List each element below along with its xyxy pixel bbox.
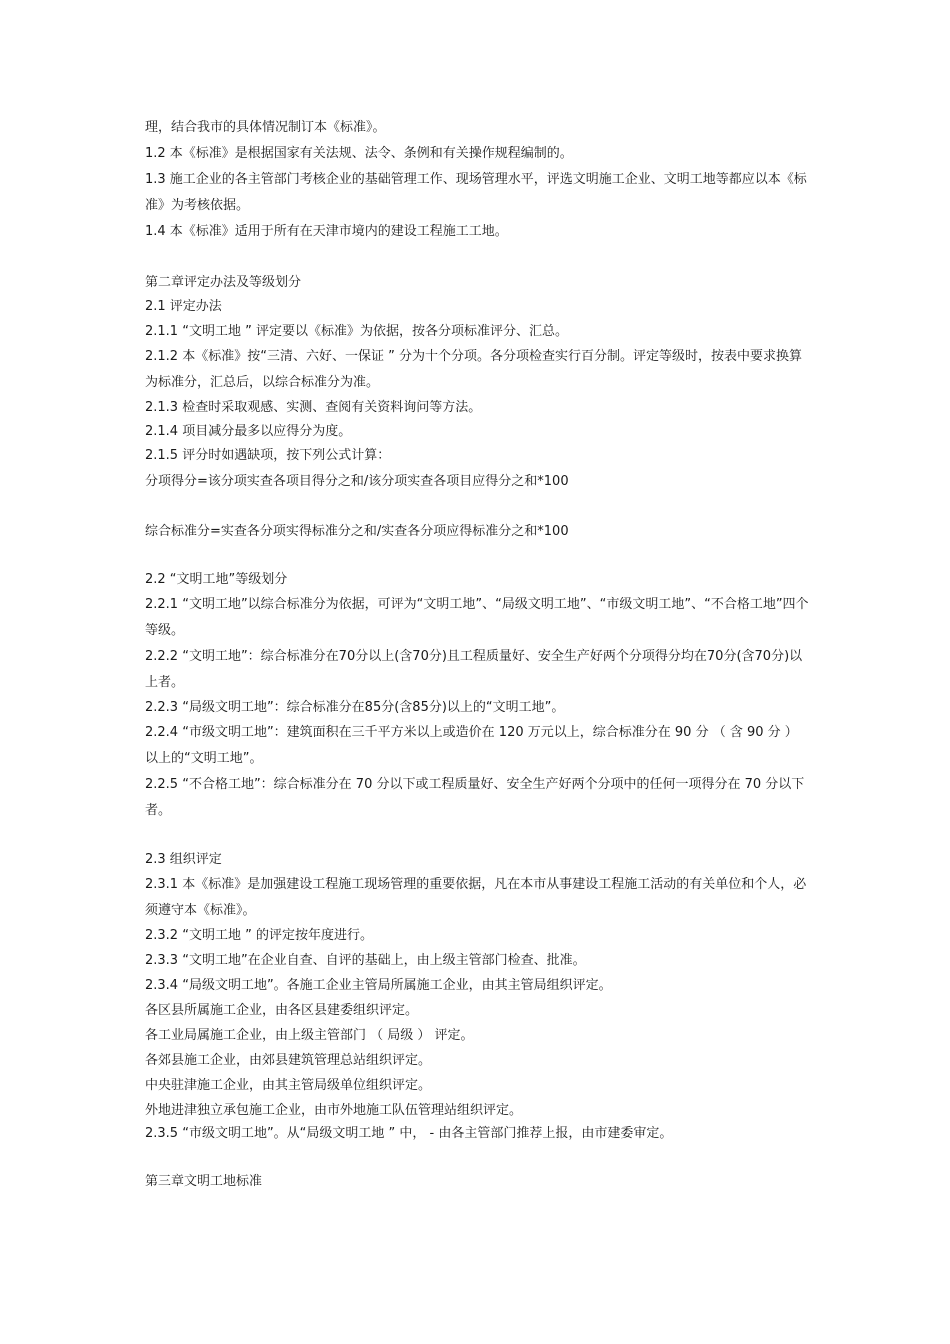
paragraph-2-1-5: 2.1.5 评分时如遇缺项，按下列公式计算： [145, 448, 391, 463]
paragraph-2-2-3: 2.2.3 “局级文明工地”：综合标准分在85分(含85分)以上的“文明工地”。 [145, 700, 565, 715]
paragraph-2-3-3: 2.3.3 “文明工地”在企业自查、自评的基础上，由上级主管部门检查、批准。 [145, 953, 586, 968]
paragraph-2-1-4: 2.1.4 项目减分最多以应得分为度。 [145, 424, 352, 439]
paragraph-2-2-2: 2.2.2 “文明工地”：综合标准分在70分以上(含70分)且工程质量好、安全生产好两个分项得分均在70分(含70分)以上者。 [145, 649, 803, 690]
spacer [145, 542, 810, 570]
paragraph-central: 中央驻津施工企业，由其主管局级单位组织评定。 [145, 1078, 432, 1093]
chapter-3-heading: 第三章文明工地标准 [145, 1174, 263, 1189]
paragraph-2-3-4: 2.3.4 “局级文明工地”。各施工企业主管局所属施工企业，由其主管局组织评定。 [145, 978, 612, 993]
spacer [145, 242, 810, 268]
section-2-1-heading: 2.1 评定办法 [145, 299, 222, 314]
paragraph-2-3-1: 2.3.1 本《标准》是加强建设工程施工现场管理的重要依据，凡在本市从事建设工程施工活动的有关单位和个人，必须遵守本《标准》。 [145, 877, 807, 918]
spacer [145, 492, 810, 522]
paragraph-2-3-2: 2.3.2 “文明工地 ” 的评定按年度进行。 [145, 928, 373, 943]
paragraph-2-1-2: 2.1.2 本《标准》按“三清、六好、一保证 ” 分为十个分项。各分项检查实行百分制。评定等级时，按表中要求换算为标准分，汇总后，以综合标准分为准。 [145, 349, 802, 390]
paragraph-2-1-3: 2.1.3 检查时采取观感、实测、查阅有关资料询问等方法。 [145, 400, 482, 415]
section-2-2-heading: 2.2 “文明工地”等级划分 [145, 572, 288, 587]
section-2-3-heading: 2.3 组织评定 [145, 852, 222, 867]
spacer [145, 1144, 810, 1172]
paragraph-district: 各区县所属施工企业，由各区县建委组织评定。 [145, 1003, 419, 1018]
paragraph-2-2-4: 2.2.4 “市级文明工地”：建筑面积在三千平方米以上或造价在 120 万元以上，综合标准分在 90 分 （ 含 90 分 ） 以上的“文明工地”。 [145, 725, 798, 766]
paragraph-industrial-bureau: 各工业局属施工企业，由上级主管部门 （ 局级 ） 评定。 [145, 1028, 474, 1043]
paragraph-2-1-1: 2.1.1 “文明工地 ” 评定要以《标准》为依据，按各分项标准评分、汇总。 [145, 324, 568, 339]
paragraph-suburban: 各郊县施工企业，由郊县建筑管理总站组织评定。 [145, 1053, 432, 1068]
paragraph-intro: 理，结合我市的具体情况制订本《标准》。 [145, 120, 386, 135]
chapter-2-heading: 第二章评定办法及等级划分 [145, 275, 302, 290]
paragraph-1-3: 1.3 施工企业的各主管部门考核企业的基础管理工作、现场管理水平，评选文明施工企业、文明工地等都应以本《标准》为考核依据。 [145, 172, 807, 213]
paragraph-2-2-5: 2.2.5 “不合格工地”：综合标准分在 70 分以下或工程质量好、安全生产好两个分项中的任何一项得分在 70 分以下者。 [145, 777, 805, 818]
document-page [145, 118, 810, 1192]
paragraph-1-2: 1.2 本《标准》是根据国家有关法规、法令、条例和有关操作规程编制的。 [145, 146, 573, 161]
paragraph-2-3-5: 2.3.5 “市级文明工地”。从“局级文明工地 ” 中， - 由各主管部门推荐上报，由市建委审定。 [145, 1126, 673, 1141]
formula-item-score: 分项得分=该分项实查各项目得分之和/该分项实查各项目应得分之和*100 [145, 474, 569, 489]
paragraph-1-4: 1.4 本《标准》适用于所有在天津市境内的建设工程施工工地。 [145, 224, 508, 239]
paragraph-2-2-1: 2.2.1 “文明工地”以综合标准分为依据，可评为“文明工地”、“局级文明工地”、“市级文明工地”、“不合格工地”四个等级。 [145, 597, 809, 638]
formula-composite-score: 综合标准分=实查各分项实得标准分之和/实查各分项应得标准分之和*100 [145, 524, 569, 539]
spacer [145, 824, 810, 850]
paragraph-external: 外地进津独立承包施工企业，由市外地施工队伍管理站组织评定。 [145, 1103, 523, 1118]
